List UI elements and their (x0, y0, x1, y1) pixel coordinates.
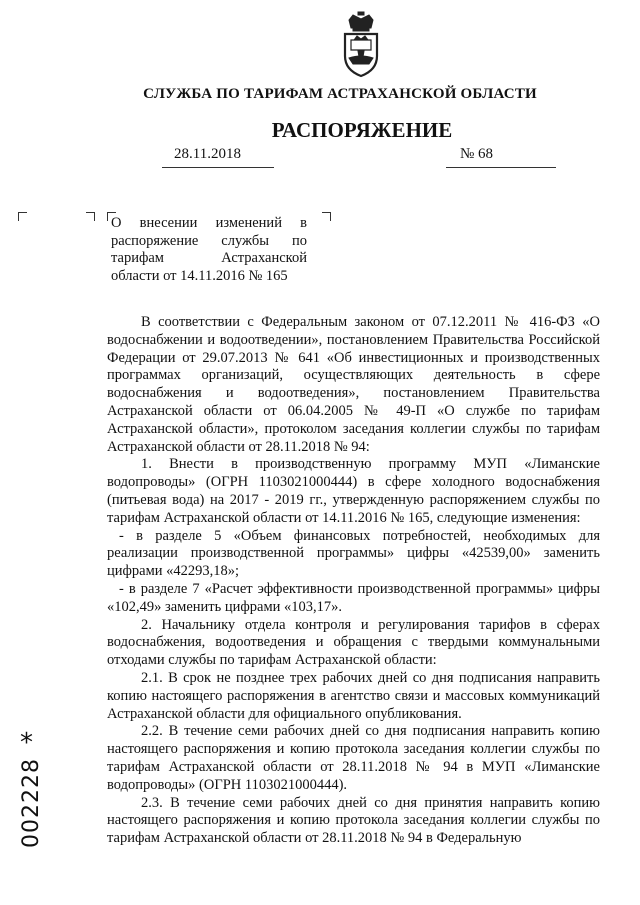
body-paragraph: В соответствии с Федеральным законом от 07.12.2011 № 416-ФЗ «О водоснабжении и водоотведении», постановлением Правительства Российской Федерации от 29.07.2013 № 641 «Об инвестиционных и производственных программах организаций, осуществляющих деятельность в сфере водоснабжения и водоотведения», постановлением Правительства Астраханской области от 06.04.2005 № 49-П «О службе по тарифам Астраханской области», протоколом заседания коллегии службы по тарифам Астраханской области от 28.11.2018 № 94: (107, 314, 600, 455)
margin-star-mark: * (20, 728, 33, 758)
subject-line: тарифам Астраханской (111, 250, 307, 266)
body-paragraph: 2.2. В течение семи рабочих дней со дня подписания направить копию настоящего распоряжения и копию протокола заседания коллегии службы по тарифам Астраханской области от 28.11.2018 № 94 в МУП «Лиманские водопроводы» (ОГРН 1103021000444). (107, 723, 600, 793)
number-underline (446, 167, 556, 168)
body-paragraph: 1. Внести в производственную программу МУП «Лиманские водопроводы» (ОГРН 1103021000444) в сфере холодного водоснабжения (питьевая вода) на 2017 - 2019 гг., утвержденную распоряжением службы по тарифам Астраханской области от 14.11.2016 № 165, следующие изменения: (107, 456, 600, 526)
organization-name: СЛУЖБА ПО ТАРИФАМ АСТРАХАНСКОЙ ОБЛАСТИ (143, 86, 537, 102)
subject-line: распоряжение службы по (111, 232, 307, 249)
body-paragraph: 2. Начальнику отдела контроля и регулирования тарифов в сферах водоснабжения, водоотведения и обращения с твердыми коммунальными отходами службы по тарифам Астраханской области: (107, 616, 600, 669)
body-paragraph: - в разделе 5 «Объем финансовых потребностей, необходимых для реализации производственной программы» цифры «42539,00» заменить цифрами «42293,18»; (107, 527, 600, 580)
document-date: 28.11.2018 (174, 146, 241, 162)
subject-line: О внесении изменений в (111, 215, 307, 231)
body-paragraph: 2.3. В течение семи рабочих дней со дня принятия направить копию настоящего распоряжения и копию протокола заседания коллегии службы по тарифам Астраханской области от 28.11.2018 № 94 в Федеральную (107, 794, 600, 847)
subject-line: области от 14.11.2016 № 165 (111, 267, 288, 284)
corner-mark (322, 212, 331, 221)
corner-mark (86, 212, 95, 221)
date-underline (162, 167, 274, 168)
corner-mark (18, 212, 27, 221)
body-paragraph: - в разделе 7 «Расчет эффективности производственной программы» цифры «102,49» заменить цифрами «103,17». (107, 580, 600, 615)
margin-registration-code: 002228 (19, 758, 44, 848)
coat-of-arms-icon (341, 10, 381, 78)
document-number: № 68 (460, 146, 494, 162)
document-subject (111, 215, 307, 285)
document-body (107, 314, 600, 848)
body-paragraph: 2.1. В срок не позднее трех рабочих дней со дня подписания направить копию настоящего распоряжения в агентство связи и массовых коммуникаций Астраханской области для официального опубликования. (107, 669, 600, 722)
document-type-title: РАСПОРЯЖЕНИЕ (271, 118, 453, 142)
